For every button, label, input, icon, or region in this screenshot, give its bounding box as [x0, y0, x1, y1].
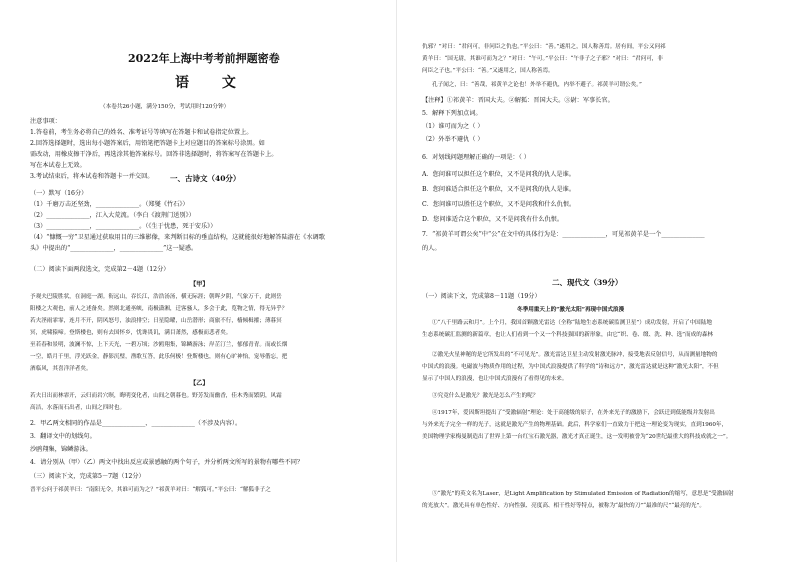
article-para: 与外来光子完全一样的光子，这就是激光产生的物理基础。此后，科学家们一直致力于把这一理论变为现实，直到1960年， [422, 422, 728, 428]
question-2: 2．甲乙两文相同的作品是______________、______________（不涉及内容）。 [30, 420, 242, 427]
recite-line: （1）千磨万击还坚劲，______________。（郑燮《竹石》） [30, 201, 189, 208]
question-7: 7．“祁黄羊可谓公矣”中“公”在文中的具体行为是：______________，可见祁黄羊是一个______________ [422, 231, 705, 238]
passage-text: 孔子闻之，曰：“善哉，祁黄羊之论也！外举不避仇，内举不避子。祁黄羊可谓公矣。” [432, 82, 642, 88]
question-3: 3．翻译文中的划线句。 [30, 433, 96, 440]
article-para: ①“八千里路云和月”。上个月，我国首颗激光雷达（全称“陆地生态系统碳监测卫星”）成功发射，开启了中国陆地 [432, 320, 712, 326]
part2-heading: （二）阅读下面两段选文，完成第2－4题（12分） [30, 266, 170, 273]
question-5-item: （1）谁可而为之（ ） [422, 123, 484, 130]
part3-text: 晋平公问于祁黄羊曰：“南阳无令，其谁可而为之？”祁黄羊对曰：“解狐可。”平公曰：“解狐非子之 [30, 487, 271, 493]
recite-line: 头》中提出的“______________，______________”这一疑惑。 [30, 245, 198, 252]
jia-text: 阳楼之大观也，前人之述备矣。然则北通巫峡，南极潇湘，迁客骚人，多会于此，览物之情，得无异乎？ [30, 306, 288, 312]
recite-line: （2）______________，江入大荒流。（李白《渡荆门送别》） [30, 212, 195, 219]
option-b: B．您问谁适合担任这个职位，又不是问我的仇人是谁。 [422, 186, 576, 193]
article-para: 生态系统碳汇监测的新篇章，也让人们看到一个又一个科技强国的新形象，由它“织、卷、缀、洗、种、选”而成的森林 [422, 332, 714, 338]
article-para: ⑤“激光”的英文名为Laser，是Light Amplification by Stimulated Emission of Radiation的缩写，意思是“受激辐射 [432, 491, 734, 497]
notice-line: 需改动，用橡皮擦干净后，再选涂其他答案标号。回答非选择题时，将答案写在答题卡上。 [30, 151, 278, 158]
yi-text: 高洁，水落而石出者，山间之四时也。 [30, 405, 126, 411]
question-4: 4．请分别从（甲）（乙）两文中找出反应或景感触的两个句子，并分析两文所写的景物有哪些不同？ [30, 459, 304, 466]
recite-heading: （一）默写（16分） [30, 190, 88, 197]
subject-title: 语 文 [175, 75, 250, 91]
question-7-cont: 的人。 [422, 245, 441, 252]
jia-text: 冥，虎啸猿啼。登斯楼也，则有去国怀乡，忧谗畏讥，满目萧然，感极而悲者矣。 [30, 330, 232, 336]
section-1-heading: 一、古诗文（40分） [170, 174, 241, 183]
article-para: 美国物理学家梅曼制造出了世界上第一台红宝石激光器，激光才真正诞生，这一发明被誉为“20世纪最重大的科技成就之一”。 [422, 434, 732, 440]
article-para: 的光放大”。激光具有单色性好、方向性强、亮度高、相干性好等特点，被称为“最快的刀”“最准的尺”“最亮的光”。 [422, 503, 705, 509]
modern-part-heading: （一）阅读下文，完成第8－11题（19分） [422, 293, 541, 300]
option-d: D．您问谁适合这个职位，又不是问我有什么仇恨。 [422, 216, 564, 223]
passage-text: 黄羊曰：“国无尉，其谁可而为之？”对曰：“午可。”平公曰：“午非子之子邪？”对曰：“君问可，非 [422, 56, 663, 62]
section-2-heading: 二、现代文（39分） [552, 278, 623, 287]
passage-text: 仇邪？”对曰：“君问可，非问臣之仇也。”平公曰：“善。”遂用之，国人称善焉。居有间，平公又问祁 [422, 44, 666, 50]
passage-text: 问臣之子也。”平公曰：“善。”又遂用之，国人称善焉。 [422, 68, 554, 74]
article-para: ③究竟什么是激光？激光是怎么产生的呢？ [432, 393, 539, 399]
article-para: ④1917年，爱因斯坦提出了“受激辐射”理论：处于高能级的原子，在外来光子的激励下，会跃迁到低能级并发射出 [432, 410, 715, 416]
notice-heading: 注意事项： [30, 118, 61, 125]
jia-text: 至若春和景明，波澜不惊，上下天光，一碧万顷；沙鸥翔集，锦鳞游泳；岸芷汀兰，郁郁青青。而或长烟 [30, 342, 288, 348]
yi-label: 【乙】 [190, 380, 209, 387]
right-page [397, 0, 794, 562]
option-a: A．您问谁可以担任这个职位，又不是问我的仇人是谁。 [422, 171, 575, 178]
article-para: 显示了中国人的浪漫，也让中国式浪漫有了看得见的未来。 [422, 376, 568, 382]
option-c: C．您问谁可以胜任这个职位，又不是问我和什么仇恨。 [422, 201, 576, 208]
jia-text: 若夫淫雨霏霏，连月不开，阴风怒号，浊浪排空；日星隐曜，山岳潜形；商旅不行，樯倾楫摧；薄暮冥 [30, 318, 282, 324]
jia-text: 一空，皓月千里，浮光跃金，静影沉璧，渔歌互答，此乐何极！登斯楼也，则有心旷神怡，宠辱偕忘，把 [30, 354, 288, 360]
notice-line: 3.考试结束后，将本试卷和答题卡一并交回。 [30, 173, 154, 180]
part3-heading: （三）阅读下文，完成第5－7题（12分） [30, 473, 145, 480]
article-para: 中国式的浪漫。电磁波与物质作用的过程，为中国式浪漫提供了科学的“诗和远方”，激光雷达就是这种“激光太阳”，不但 [422, 364, 719, 370]
notice-line: 1.答卷前，考生务必将自己的姓名、准考证号等填写在答题卡和试卷指定位置上。 [30, 129, 253, 136]
notice-line: 2.回答选择题时，选出每小题答案后，用铅笔把答题卡上对应题目的答案标号涂黑。如 [30, 140, 265, 147]
exam-title: 2022年上海中考考前押题密卷 [128, 52, 280, 65]
question-5-item: （2）外举不避仇（ ） [422, 136, 484, 143]
recite-line: （4）“慷慨一穷”卫星通过获取用目的三维影像，来判断目标的垂直结构，这就能很好地解答陆游在《水调歌 [30, 234, 325, 241]
jia-text: 予观夫巴陵胜状，在洞庭一湖。衔远山，吞长江，浩浩汤汤，横无际涯；朝晖夕阴，气象万千，此则岳 [30, 294, 282, 300]
jia-text: 酒临风，其喜洋洋者矣。 [30, 366, 92, 372]
notes: 【注释】①祁黄羊：晋国大夫。②解狐：晋国大夫。③尉：军事长官。 [422, 97, 614, 104]
article-title: 冬季用重天上的“激光太阳”再现中国式浪漫 [517, 307, 625, 313]
question-5: 5．解释下列加点词。 [422, 110, 482, 117]
jia-label: 【甲】 [190, 281, 209, 288]
question-3-line: 沙鸥翔集，锦鳞游泳。 [30, 446, 92, 453]
recite-line: （3）______________，______________。（《生于忧患，死于安乐》） [30, 223, 217, 230]
question-6: 6．对划线问题理解正确的一项是：（ ） [422, 154, 530, 161]
notice-line: 写在本试卷上无效。 [30, 162, 86, 169]
article-para: ②激光火星神秘的是它所发出的“不可见光”。激光雷达卫星主动发射激光脉冲，接受地表反射信号，从而测量地物的 [432, 352, 718, 358]
yi-text: 若夫日出而林霏开，云归而岩穴暝，晦明变化者，山间之朝暮也。野芳发而幽香，佳木秀而繁阴，风霜 [30, 393, 282, 399]
exam-info: （本卷共26小题，满分150分，考试用时120分钟） [100, 104, 230, 110]
